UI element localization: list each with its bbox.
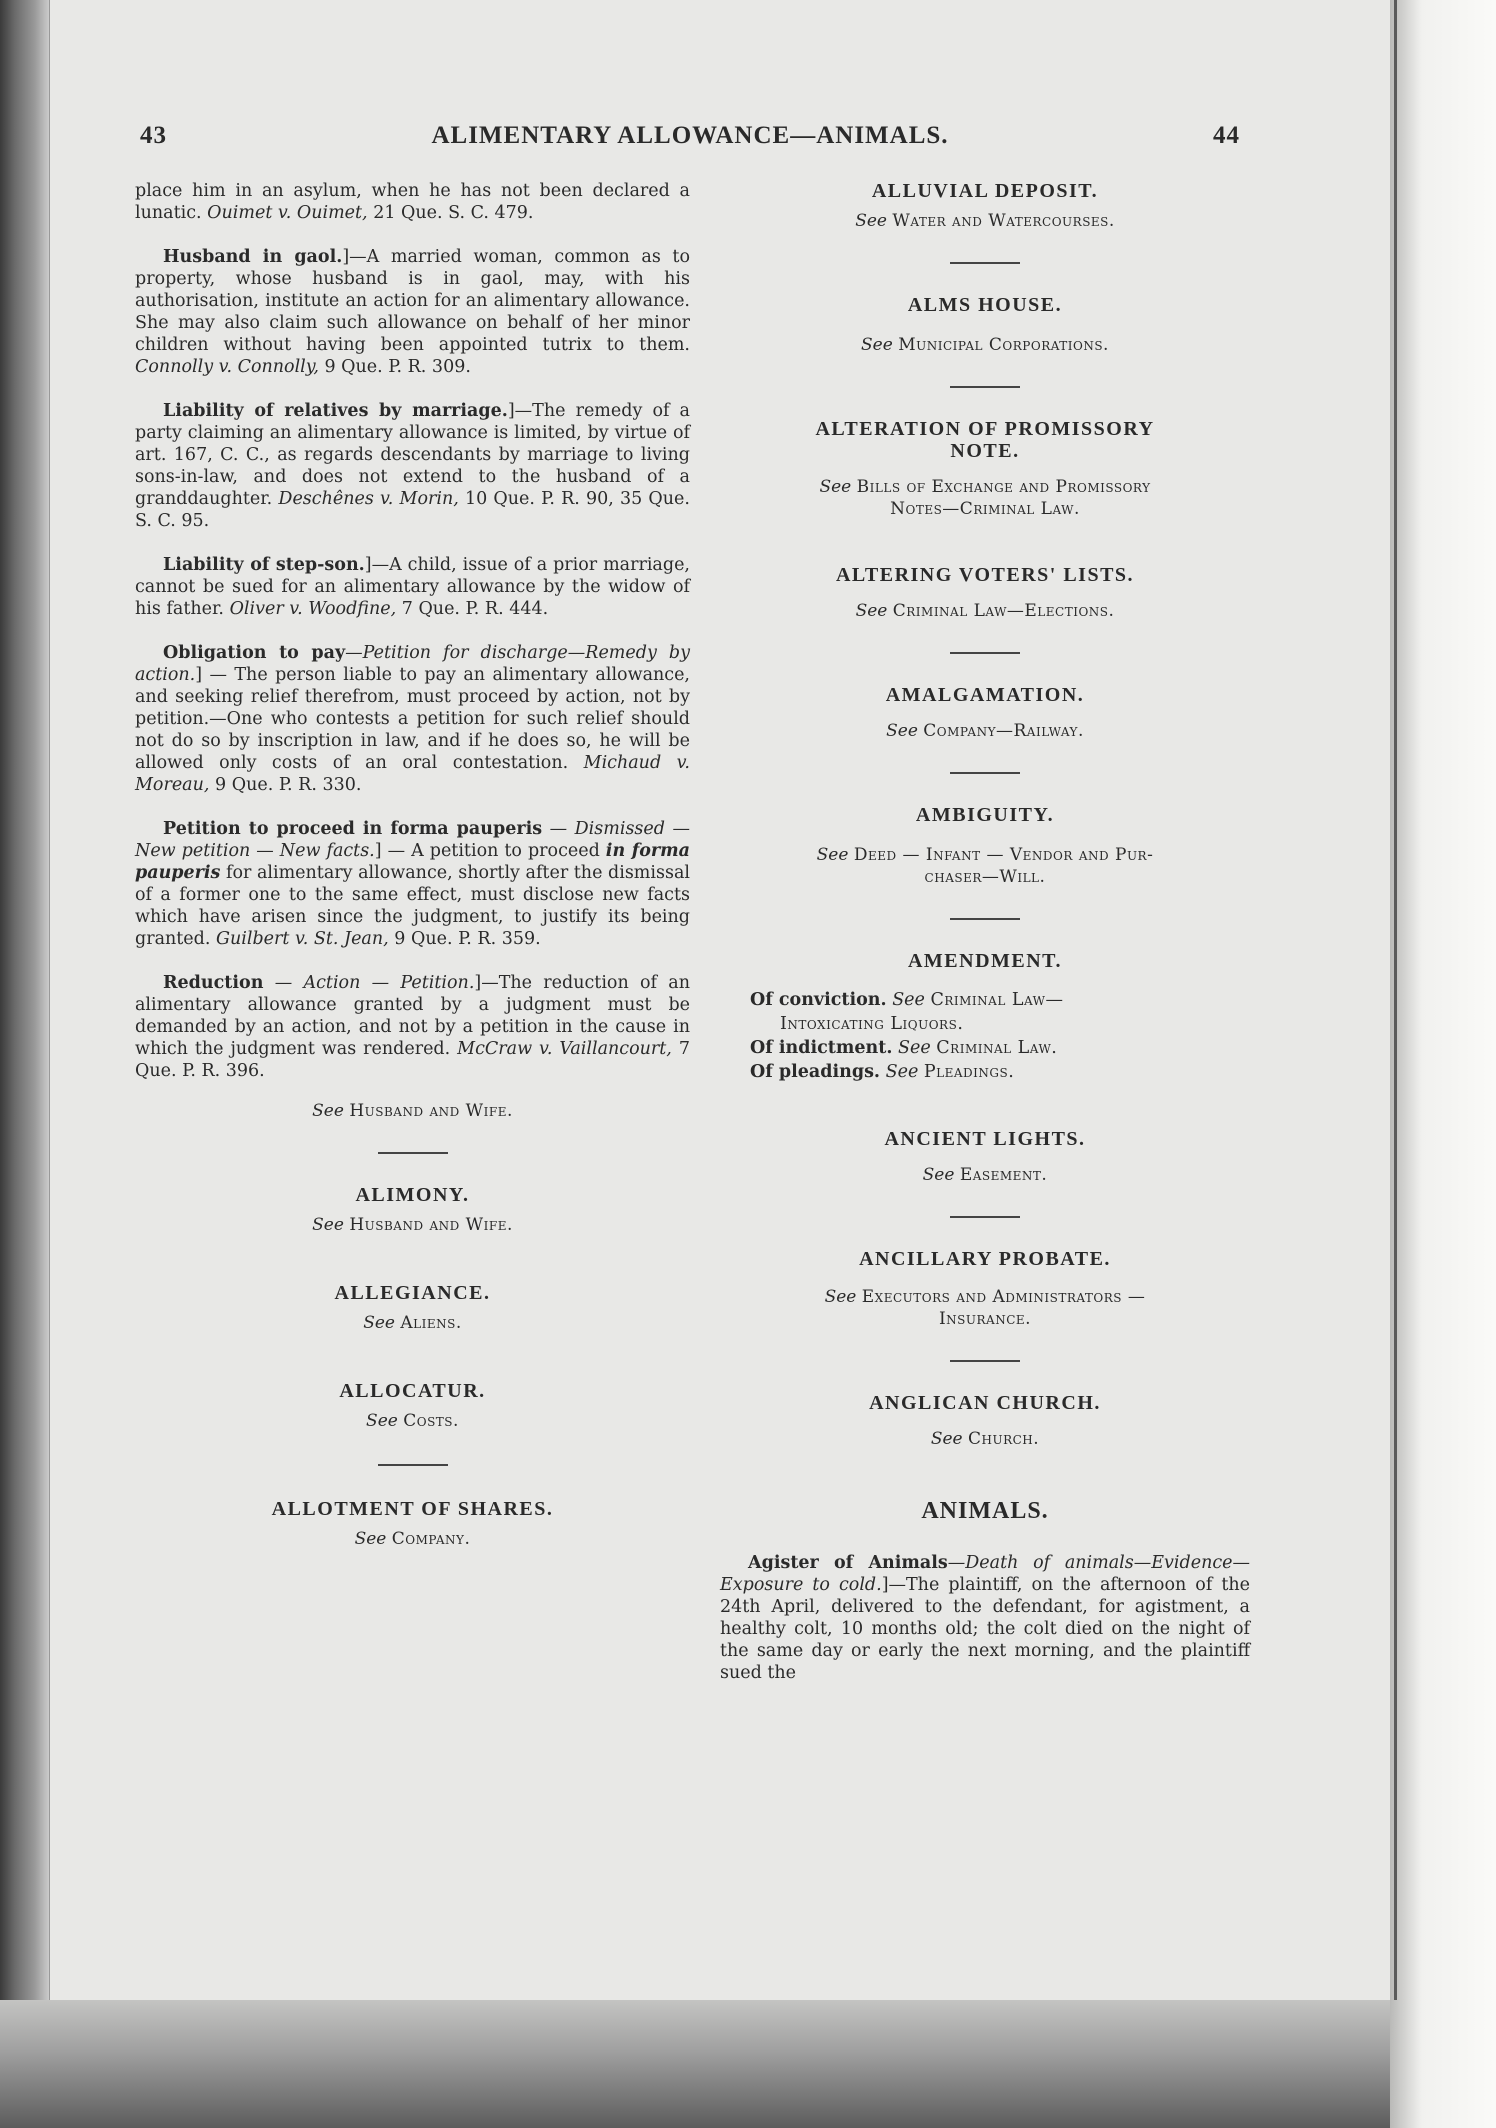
case-name: Michaud v. Moreau,: [135, 753, 690, 795]
entry-paragraph: [135, 818, 690, 950]
heading-ancillary-probate: ANCILLARY PROBATE.: [859, 1248, 1111, 1270]
cross-reference: [720, 1164, 1250, 1186]
entry-subheading: — Dismissed — New petition — New facts.: [135, 819, 690, 861]
see-label: See: [922, 1165, 955, 1185]
cross-reference-target: Notes—Criminal Law.: [890, 499, 1080, 519]
amendment-entry: [750, 1060, 1250, 1084]
cross-reference: [135, 1214, 690, 1236]
entry-paragraph: [135, 246, 690, 378]
section-divider: [378, 1464, 448, 1466]
heading-allegiance: ALLEGIANCE.: [334, 1282, 491, 1304]
see-label: See: [855, 211, 887, 231]
case-name: Ouimet v. Ouimet,: [207, 203, 368, 223]
cross-reference-target: Company.: [391, 1529, 471, 1549]
case-name: Deschênes v. Morin,: [278, 489, 459, 509]
cross-reference-target: Insurance.: [938, 1309, 1032, 1329]
amendment-entries: [720, 988, 1250, 1084]
see-label: See: [354, 1529, 387, 1549]
entry-subheading: —Petition for discharge—Remedy by action.: [135, 643, 690, 685]
heading-ambiguity: AMBIGUITY.: [915, 804, 1055, 826]
page-edge-line: [1394, 0, 1397, 2000]
cross-reference: [135, 1100, 690, 1122]
citation: 21 Que. S. C. 479.: [373, 203, 534, 223]
section-divider: [950, 386, 1020, 388]
cross-reference-target: Aliens.: [400, 1313, 462, 1333]
heading-alms-house: ALMS HOUSE.: [907, 294, 1063, 316]
case-name: McCraw v. Vaillancourt,: [457, 1039, 672, 1059]
heading-anglican-church: ANGLICAN CHURCH.: [869, 1392, 1101, 1414]
entry-text: ] — The person liable to pay an alimentary allowance, and seeking relief therefrom, must proceed by action, not by petition.—One who contests a petition for such relief should not do so by inscription in law, and if he does so, he will be allowed only costs of an oral contestation.: [135, 665, 690, 773]
scan-edge-left: [0, 0, 50, 2128]
amendment-entry: [750, 1036, 1250, 1060]
entry-paragraph: [135, 400, 690, 532]
heading-allotment-of-shares: ALLOTMENT OF SHARES.: [271, 1498, 554, 1520]
entry-subheading: —Death of animals—Evidence—Exposure to cold.: [720, 1553, 1250, 1595]
see-label: See: [363, 1313, 395, 1333]
entry-paragraph: [135, 554, 690, 620]
citation: 9 Que. P. R. 330.: [215, 775, 362, 795]
citation: 10 Que. P. R. 90, 35 Que. S. C. 95.: [135, 489, 690, 531]
heading-alimony: ALIMONY.: [355, 1184, 470, 1206]
see-label: See: [816, 845, 849, 865]
see-label: See: [885, 1062, 919, 1082]
scan-edge-right: [1390, 0, 1496, 2128]
heading-line: ALTERATION OF PROMISSORY: [815, 418, 1155, 440]
running-header: [140, 122, 1240, 162]
heading-allocatur: ALLOCATUR.: [339, 1380, 486, 1402]
entry-heading: Of conviction.: [750, 990, 887, 1010]
scan-edge-bottom: [0, 2000, 1390, 2128]
latin-term: in forma pauperis: [135, 841, 690, 883]
entry-paragraph: [135, 972, 690, 1082]
entry-text: for alimentary allowance, shortly after the dismissal of a former one to the same effect, must disclose new facts which have arisen since the judgment, to justify its being granted.: [135, 863, 690, 949]
cross-reference-target: Water and Watercourses.: [892, 211, 1115, 231]
entry-heading: Of indictment.: [750, 1038, 893, 1058]
entry-text: ]—The reduction of an alimentary allowance granted by a judgment must be demanded by an action, and not by a petition in the cause in which the judgment was rendered.: [135, 973, 690, 1059]
left-column: [135, 180, 690, 1550]
heading-alteration-of-promissory-note: [720, 418, 1250, 462]
cross-reference: [720, 1428, 1250, 1450]
running-title: ALIMENTARY ALLOWANCE—ANIMALS.: [431, 122, 949, 149]
entry-text: ]—The remedy of a party claiming an alimentary allowance is limited, by virtue of art. 167, C. C., as regards descendants by marriage to living sons-in-law, and does not extend to the husband of a granddaughter.: [135, 401, 690, 509]
page-number-right: 44: [1213, 122, 1240, 149]
cross-reference-target: Municipal Corporations.: [898, 335, 1109, 355]
see-label: See: [824, 1287, 857, 1307]
entry-heading: Liability of step-son.: [163, 555, 365, 575]
heading-line: NOTE.: [950, 440, 1020, 462]
citation: 7 Que. P. R. 444.: [401, 599, 549, 619]
cross-reference-target: Easement.: [959, 1165, 1048, 1185]
entry-heading: Husband in gaol.: [163, 247, 343, 267]
heading-alluvial-deposit: ALLUVIAL DEPOSIT.: [871, 180, 1099, 202]
see-label: See: [861, 335, 893, 355]
entry-heading: Petition to proceed in forma pauperis: [163, 819, 543, 839]
see-label: See: [898, 1038, 931, 1058]
amendment-entry: [750, 988, 1250, 1036]
case-name: Oliver v. Woodfine,: [229, 599, 397, 619]
entry-text: place him in an asylum, when he has not been declared a lunatic.: [135, 181, 690, 223]
entry-heading: Liability of relatives by marriage.: [163, 401, 508, 421]
heading-amalgamation: AMALGAMATION.: [885, 684, 1085, 706]
entry-paragraph: [135, 642, 690, 796]
see-label: See: [819, 477, 852, 497]
entry-subheading: — Action — Petition.: [263, 973, 475, 993]
citation: 9 Que. P. R. 359.: [394, 929, 541, 949]
cross-reference-target: Criminal Law—Elections.: [892, 601, 1115, 621]
see-label: See: [886, 721, 918, 741]
cross-reference: [720, 720, 1250, 742]
cross-reference-target: Deed — Infant — Vendor and Pur-: [853, 845, 1154, 865]
cross-reference-target: Church.: [968, 1429, 1040, 1449]
entry-heading: Agister of Animals: [748, 1553, 948, 1573]
entry-text: ]—The plaintiff, on the afternoon of the 24th April, delivered to the defendant, for agistment, a healthy colt, 10 months old; the colt died on the night of the same day or early the next morning, and the plaintiff sued the: [720, 1575, 1250, 1683]
cross-reference-target: Criminal Law—: [930, 990, 1064, 1010]
entry-text: ]—A child, issue of a prior marriage, cannot be sued for an alimentary allowance by the widow of his father.: [135, 555, 690, 619]
entry-heading: Reduction: [163, 973, 264, 993]
page-number-left: 43: [140, 122, 167, 149]
entry-heading: Of pleadings.: [750, 1062, 881, 1082]
section-divider: [950, 1360, 1020, 1362]
section-divider: [950, 262, 1020, 264]
heading-ancient-lights: ANCIENT LIGHTS.: [884, 1128, 1086, 1150]
cross-reference: [720, 600, 1250, 622]
cross-reference-target: Intoxicating Liquors.: [780, 1014, 964, 1034]
cross-reference-target: Husband and Wife.: [349, 1215, 513, 1235]
section-divider: [378, 1152, 448, 1154]
cross-reference: [720, 476, 1250, 520]
citation: 9 Que. P. R. 309.: [324, 357, 471, 377]
case-name: Connolly v. Connolly,: [135, 357, 319, 377]
heading-animals: ANIMALS.: [921, 1498, 1049, 1524]
see-label: See: [366, 1411, 398, 1431]
right-column: [720, 180, 1250, 1706]
cross-reference-target: Criminal Law.: [936, 1038, 1058, 1058]
cross-reference: [720, 210, 1250, 232]
section-divider: [950, 772, 1020, 774]
see-label: See: [312, 1215, 344, 1235]
see-label: See: [892, 990, 925, 1010]
see-label: See: [930, 1429, 963, 1449]
section-divider: [950, 1216, 1020, 1218]
section-divider: [950, 918, 1020, 920]
cross-reference-target: Pleadings.: [923, 1062, 1015, 1082]
entry-paragraph: [720, 1552, 1250, 1684]
heading-altering-voters-lists: ALTERING VOTERS' LISTS.: [835, 564, 1135, 586]
cross-reference-target: Company—Railway.: [923, 721, 1084, 741]
see-label: See: [855, 601, 888, 621]
cross-reference: [720, 844, 1250, 888]
entry-paragraph: [135, 180, 690, 224]
entry-text: ] — A petition to proceed: [374, 841, 606, 861]
entry-heading: Obligation to pay: [163, 643, 346, 663]
cross-reference: [720, 1286, 1250, 1330]
cross-reference: [135, 1410, 690, 1432]
cross-reference-target: Husband and Wife.: [349, 1101, 513, 1121]
case-name: Guilbert v. St. Jean,: [216, 929, 389, 949]
cross-reference-target: Bills of Exchange and Promissory: [856, 477, 1151, 497]
cross-reference: [135, 1528, 690, 1550]
cross-reference-target: Executors and Administrators —: [861, 1287, 1146, 1307]
entry-text: ]—A married woman, common as to property, whose husband is in gaol, may, with his authorisation, institute an action for an alimentary allowance. She may also claim such allowance on behalf of her minor children without having been appointed tutrix to them.: [135, 247, 690, 355]
cross-reference: [720, 334, 1250, 356]
cross-reference: [135, 1312, 690, 1334]
heading-amendment: AMENDMENT.: [907, 950, 1063, 972]
section-divider: [950, 652, 1020, 654]
citation: 7 Que. P. R. 396.: [135, 1039, 690, 1081]
cross-reference-target: Costs.: [403, 1411, 459, 1431]
cross-reference-target: chaser—Will.: [924, 867, 1046, 887]
see-label: See: [312, 1101, 344, 1121]
